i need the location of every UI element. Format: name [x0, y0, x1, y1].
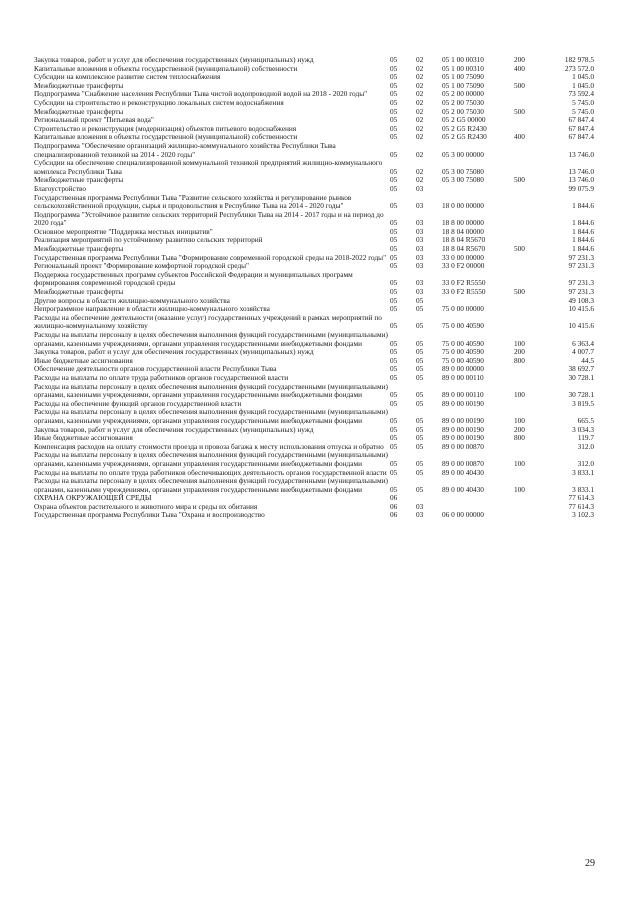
row-expense-type: [514, 185, 544, 194]
row-expense-type: [514, 374, 544, 383]
row-expense-type: [514, 142, 544, 159]
row-section: 05: [390, 398, 398, 408]
row-expense-type: [514, 194, 544, 211]
row-name: Субсидии на обеспечение специализированной коммунальной техникой предприятий жилищно-коммунального комплекса Республики Тыва: [34, 158, 383, 176]
row-name: Закупка товаров, работ и услуг для обеспечения государственных (муниципальных) нужд: [34, 424, 314, 434]
row-target-code: 89 0 00 00110: [442, 372, 484, 382]
row-section: 05: [390, 355, 398, 365]
row-expense-type: 500: [514, 175, 525, 185]
row-expense-type: 200: [514, 347, 525, 357]
row-subsection: 03: [416, 244, 424, 254]
row-target-code: 05 3 00 00000: [442, 149, 484, 159]
row-amount: 13 746.0: [568, 175, 594, 185]
row-expense-type: 800: [514, 433, 525, 443]
row-expense-type: 100: [514, 338, 525, 348]
row-name: Государственная программа Республики Тыва "Охрана и воспроизводство: [34, 510, 265, 520]
row-section: 05: [390, 97, 398, 107]
row-expense-type: 500: [514, 244, 525, 254]
row-subsection: 05: [416, 364, 424, 374]
row-name: Государственная программа Республики Тыва "Развитие сельского хозяйства и регулирование рынков сельскохозяйственной продукции, сырья и продовольствия в Республике Тыва на 2014 - 2020 годы": [34, 192, 352, 211]
row-subsection: 02: [416, 106, 424, 116]
row-subsection: 05: [416, 321, 424, 331]
row-amount: 273 572.0: [564, 63, 594, 73]
row-amount: 1 045.0: [572, 72, 594, 82]
row-name: Государственная программа Республики Тыва "Формирование современной городской среды на 2018-2022 годы": [34, 252, 387, 262]
row-target-code: 89 0 00 40430: [442, 484, 484, 494]
row-section: 06: [390, 501, 398, 511]
row-amount: 312.0: [577, 458, 594, 468]
row-subsection: 05: [416, 458, 424, 468]
row-section: 05: [390, 424, 398, 434]
row-expense-type: 200: [514, 55, 525, 64]
row-subsection: 03: [416, 287, 424, 297]
row-target-code: 75 0 00 40590: [442, 338, 484, 348]
row-expense-type: 100: [514, 484, 525, 494]
table-row: [34, 477, 594, 494]
row-name: Непрограммное направление в области жилищно-коммунального хозяйства: [34, 304, 270, 314]
row-target-code: 75 0 00 40590: [442, 347, 484, 357]
row-expense-type: [514, 297, 544, 306]
row-name: Межбюджетные трансферты: [34, 244, 124, 254]
row-amount: 97 231.3: [568, 278, 594, 288]
table-row: [34, 271, 594, 288]
row-amount: 10 415.6: [568, 304, 594, 314]
row-name: Расходы на выплаты персоналу в целях обеспечения выполнения функций государственными (муниципальными) органами, казенными учреждениями, органами управления государственными внебюджетными фондами: [34, 450, 388, 468]
row-section: 05: [390, 244, 398, 254]
row-expense-type: [514, 228, 544, 237]
row-section: 05: [390, 390, 398, 400]
row-target-code: 33 0 00 00000: [442, 252, 484, 262]
row-target-code: 05 2 G5 R2430: [442, 132, 487, 142]
row-amount: 312.0: [577, 441, 594, 451]
row-amount: 3 102.3: [572, 510, 594, 520]
row-target-code: 75 0 00 40590: [442, 355, 484, 365]
row-subsection: 05: [416, 484, 424, 494]
row-amount: 5 745.0: [572, 97, 594, 107]
row-target-code: 75 0 00 40590: [442, 321, 484, 331]
row-section: 05: [390, 115, 398, 125]
row-amount: 1 844.6: [572, 218, 594, 228]
row-target-code: 05 2 00 75030: [442, 97, 484, 107]
row-section: 05: [390, 89, 398, 99]
row-target-code: [442, 494, 514, 503]
row-name: Основное мероприятие "Поддержка местных инициатив": [34, 226, 213, 236]
row-section: 05: [390, 175, 398, 185]
row-expense-type: [514, 511, 544, 520]
table-row: [34, 408, 594, 425]
row-section: 05: [390, 226, 398, 236]
row-subsection: 02: [416, 80, 424, 90]
row-subsection: 02: [416, 149, 424, 159]
row-name: Капитальные вложения в объекты государственной (муниципальной) собственности: [34, 132, 298, 142]
row-amount: 13 746.0: [568, 149, 594, 159]
row-name: Закупка товаров, работ и услуг для обеспечения государственных (муниципальных) нужд: [34, 347, 314, 357]
row-name: Расходы на выплаты персоналу в целях обеспечения выполнения функций государственными (муниципальными) органами, казенными учреждениями, органами управления государственными внебюджетными фондами: [34, 407, 388, 425]
row-amount: 4 007.7: [572, 347, 594, 357]
row-section: 05: [390, 72, 398, 82]
row-subsection: 03: [416, 201, 424, 211]
row-expense-type: 400: [514, 132, 525, 142]
row-target-code: 18 8 04 00000: [442, 226, 484, 236]
row-expense-type: [514, 262, 544, 271]
row-subsection: 02: [416, 72, 424, 82]
row-amount: 67 847.4: [568, 123, 594, 133]
row-name: Расходы на выплаты по оплате труда работников органов государственной власти: [34, 372, 289, 382]
row-subsection: 05: [416, 295, 424, 305]
row-amount: 44.5: [581, 355, 594, 365]
row-section: 05: [390, 261, 398, 271]
row-target-code: 05 3 00 75080: [442, 166, 484, 176]
row-amount: 119.7: [577, 433, 594, 443]
row-amount: 38 692.7: [568, 364, 594, 374]
row-section: 05: [390, 166, 398, 176]
row-target-code: 05 2 G5 R2430: [442, 123, 487, 133]
row-section: 05: [390, 372, 398, 382]
row-name: Закупка товаров, работ и услуг для обеспечения государственных (муниципальных) нужд: [34, 55, 314, 64]
row-subsection: 05: [416, 347, 424, 357]
row-expense-type: [514, 305, 544, 314]
row-target-code: 05 1 00 75090: [442, 80, 484, 90]
row-section: 05: [390, 295, 398, 305]
row-name: Межбюджетные трансферты: [34, 175, 124, 185]
row-amount: 30 728.1: [568, 372, 594, 382]
row-subsection: 05: [416, 372, 424, 382]
row-subsection: 05: [416, 467, 424, 477]
row-section: 05: [390, 235, 398, 245]
row-subsection: 02: [416, 89, 424, 99]
row-subsection: 05: [416, 415, 424, 425]
table-row: [34, 451, 594, 468]
row-target-code: 18 0 00 00000: [442, 201, 484, 211]
row-section: 05: [390, 433, 398, 443]
row-name: Капитальные вложения в объекты государственной (муниципальной) собственности: [34, 63, 298, 73]
row-amount: 67 847.4: [568, 132, 594, 142]
row-subsection: 05: [416, 441, 424, 451]
table-row: [34, 314, 594, 331]
row-name: Субсидии на строительство и реконструкцию локальных систем водоснабжения: [34, 97, 284, 107]
row-expense-type: 500: [514, 106, 525, 116]
row-section: 05: [390, 415, 398, 425]
row-expense-type: 800: [514, 355, 525, 365]
row-subsection: 03: [416, 226, 424, 236]
row-target-code: 33 0 F2 00000: [442, 261, 485, 271]
row-name: Компенсация расходов на оплату стоимости проезда и провоза багажа к месту использования отпуска и обратно: [34, 441, 384, 451]
row-target-code: 05 1 00 00310: [442, 55, 484, 64]
row-subsection: 02: [416, 175, 424, 185]
row-target-code: 89 0 00 00190: [442, 424, 484, 434]
row-target-code: 89 0 00 00870: [442, 441, 484, 451]
budget-table: [34, 56, 594, 520]
row-target-code: 89 0 00 00870: [442, 458, 484, 468]
row-section: 05: [390, 467, 398, 477]
row-section: 05: [390, 201, 398, 211]
row-target-code: 89 0 00 00110: [442, 390, 484, 400]
row-expense-type: 200: [514, 424, 525, 434]
row-expense-type: [514, 314, 544, 331]
row-target-code: 05 2 00 75030: [442, 106, 484, 116]
row-amount: 1 844.6: [572, 244, 594, 254]
row-amount: 1 844.6: [572, 235, 594, 245]
row-subsection: 02: [416, 123, 424, 133]
row-expense-type: [514, 443, 544, 452]
row-expense-type: 100: [514, 458, 525, 468]
row-expense-type: [514, 90, 544, 99]
row-subsection: 03: [416, 235, 424, 245]
row-amount: 67 847.4: [568, 115, 594, 125]
row-name: Обеспечение деятельности органов государственной власти Республики Тыва: [34, 364, 277, 374]
row-name: Субсидии на комплексное развитие систем теплоснабжения: [34, 72, 221, 82]
row-expense-type: [514, 400, 544, 409]
row-amount: 1 844.6: [572, 201, 594, 211]
row-amount: 3 819.5: [572, 398, 594, 408]
row-amount: 13 746.0: [568, 166, 594, 176]
row-section: 05: [390, 364, 398, 374]
row-expense-type: 500: [514, 287, 525, 297]
row-name: Региональный проект "Формирование комфортной городской среды": [34, 261, 250, 271]
row-subsection: 02: [416, 115, 424, 125]
row-target-code: 18 8 00 00000: [442, 218, 484, 228]
row-amount: 73 592.4: [568, 89, 594, 99]
row-name: Расходы на выплаты персоналу в целях обеспечения выполнения функций государственными (муниципальными) органами, казенными учреждениями, органами управления государственными внебюджетными фондами: [34, 330, 388, 348]
table-row: [34, 331, 594, 348]
row-section: 05: [390, 458, 398, 468]
row-target-code: 89 0 00 00190: [442, 398, 484, 408]
row-subsection: 03: [416, 218, 424, 228]
row-name: Поддержка государственных программ субъектов Российской Федерации и муниципальных программ формирования современной городской среды: [34, 269, 353, 288]
row-subsection: 05: [416, 424, 424, 434]
row-target-code: 05 1 00 00310: [442, 63, 484, 73]
row-amount: 3 833.1: [572, 484, 594, 494]
row-name: Расходы на выплаты персоналу в целях обеспечения выполнения функций государственными (муниципальными) органами, казенными учреждениями, органами управления государственными внебюджетными фондами: [34, 476, 388, 494]
row-name: Другие вопросы в области жилищно-коммунального хозяйства: [34, 295, 230, 305]
row-subsection: 02: [416, 97, 424, 107]
row-subsection: 05: [416, 304, 424, 314]
row-subsection: 03: [416, 510, 424, 520]
row-subsection: 03: [416, 261, 424, 271]
row-amount: 30 728.1: [568, 390, 594, 400]
row-section: 05: [390, 287, 398, 297]
row-subsection: 05: [416, 338, 424, 348]
row-subsection: 05: [416, 433, 424, 443]
table-row: [34, 159, 594, 176]
row-name: Межбюджетные трансферты: [34, 80, 124, 90]
row-section: 05: [390, 218, 398, 228]
row-section: 06: [390, 493, 398, 503]
row-target-code: 18 8 04 R5670: [442, 235, 486, 245]
row-section: 05: [390, 441, 398, 451]
row-name: Расходы на выплаты персоналу в целях обеспечения выполнения функций государственными (муниципальными) органами, казенными учреждениями, органами управления государственными внебюджетными фондами: [34, 381, 388, 400]
table-row: [34, 211, 594, 228]
row-amount: 3 034.3: [572, 424, 594, 434]
row-target-code: 05 1 00 75090: [442, 72, 484, 82]
row-expense-type: 500: [514, 80, 525, 90]
row-section: 05: [390, 123, 398, 133]
row-subsection: 03: [416, 501, 424, 511]
row-target-code: 89 0 00 00190: [442, 415, 484, 425]
row-name: Подпрограмма "Устойчивое развитие сельских территорий Республики Тыва на 2014 - 2017 годы и на период до 2020 года": [34, 209, 384, 228]
row-target-code: 18 8 04 R5670: [442, 244, 486, 254]
table-row: [34, 194, 594, 211]
row-name: Региональный проект "Питьевая вода": [34, 115, 154, 125]
row-subsection: 05: [416, 355, 424, 365]
row-target-code: [442, 185, 514, 194]
row-section: 05: [390, 347, 398, 357]
row-name: Иные бюджетные ассигнования: [34, 355, 133, 365]
table-row: [34, 176, 594, 185]
row-section: 05: [390, 338, 398, 348]
row-amount: 5 745.0: [572, 106, 594, 116]
table-row: [34, 142, 594, 159]
row-name: Расходы на выплаты по оплате труда работников обеспечивающих деятельность органов государственной власти: [34, 467, 387, 477]
table-row: [34, 511, 594, 520]
page-number: 29: [585, 858, 595, 869]
row-expense-type: [514, 503, 544, 512]
row-subsection: 03: [416, 252, 424, 262]
row-section: 05: [390, 304, 398, 314]
row-name: Строительство и реконструкция (модернизация) объектов питьевого водоснабжения: [34, 123, 297, 133]
row-name: Подпрограмма "Снабжение населения Республики Тыва чистой водопроводной водой на 2018 - 2020 годы": [34, 89, 368, 99]
row-name: Расходы на обеспечение функций органов государственной власти: [34, 398, 242, 408]
row-section: 05: [390, 63, 398, 73]
row-amount: 49 108.3: [568, 295, 594, 305]
row-target-code: 05 3 00 75080: [442, 175, 484, 185]
row-section: 05: [390, 183, 398, 193]
row-amount: 665.5: [577, 415, 594, 425]
row-subsection: 03: [416, 278, 424, 288]
row-subsection: 02: [416, 63, 424, 73]
row-section: 05: [390, 55, 398, 64]
table-row: [34, 383, 594, 400]
row-subsection: 02: [416, 132, 424, 142]
row-amount: 182 978.5: [564, 55, 594, 64]
budget-table-body: [34, 56, 594, 520]
row-expense-type: [514, 159, 544, 176]
row-section: 05: [390, 132, 398, 142]
row-target-code: 89 0 00 00000: [442, 364, 484, 374]
row-subsection: 02: [416, 166, 424, 176]
row-expense-type: [514, 469, 544, 478]
row-amount: 97 231.3: [568, 287, 594, 297]
row-subsection: 03: [416, 183, 424, 193]
row-section: 05: [390, 252, 398, 262]
row-expense-type: [514, 365, 544, 374]
row-expense-type: [514, 116, 544, 125]
row-name: Подпрограмма "Обеспечение организаций жилищно-коммунального хозяйства Республики Тыва специализированной техникой на 2014 - 2020 годы": [34, 140, 336, 159]
row-amount: 6 363.4: [572, 338, 594, 348]
row-name: Межбюджетные трансферты: [34, 287, 124, 297]
row-name: Благоустройство: [34, 183, 86, 193]
row-amount: 10 415.6: [568, 321, 594, 331]
row-subsection: 05: [416, 398, 424, 408]
row-expense-type: [514, 271, 544, 288]
row-name: Иные бюджетные ассигнования: [34, 433, 133, 443]
row-section: 05: [390, 278, 398, 288]
row-target-code: 75 0 00 00000: [442, 304, 484, 314]
row-name: Реализация мероприятий по устойчивому развитию сельских территорий: [34, 235, 263, 245]
row-section: 05: [390, 149, 398, 159]
row-amount: 97 231.3: [568, 261, 594, 271]
row-amount: 3 833.1: [572, 467, 594, 477]
row-name: Межбюджетные трансферты: [34, 106, 124, 116]
row-subsection: 05: [416, 390, 424, 400]
row-amount: 1 844.6: [572, 226, 594, 236]
row-target-code: 06 0 00 00000: [442, 510, 484, 520]
row-target-code: 05 2 G5 00000: [442, 115, 486, 125]
row-expense-type: 100: [514, 415, 525, 425]
row-target-code: 33 0 F2 R5550: [442, 278, 486, 288]
row-amount: 1 045.0: [572, 80, 594, 90]
row-subsection: 02: [416, 55, 424, 64]
row-section: 06: [390, 510, 398, 520]
row-amount: 97 231.3: [568, 252, 594, 262]
row-name: Охрана объектов растительного и животного мира и среды их обитания: [34, 501, 258, 511]
row-section: 05: [390, 106, 398, 116]
row-amount: 77 614.3: [568, 501, 594, 511]
row-expense-type: [514, 211, 544, 228]
row-amount: 77 614.3: [568, 493, 594, 503]
row-target-code: 33 0 F2 R5550: [442, 287, 486, 297]
row-name: ОХРАНА ОКРУЖАЮЩЕЙ СРЕДЫ: [34, 493, 152, 503]
row-target-code: 89 0 00 40430: [442, 467, 484, 477]
row-target-code: 05 2 00 00000: [442, 89, 484, 99]
row-amount: 99 075.9: [568, 183, 594, 193]
row-expense-type: [514, 494, 544, 503]
row-expense-type: 100: [514, 390, 525, 400]
row-expense-type: [514, 254, 544, 263]
row-name: Расходы на обеспечение деятельности (оказание услуг) государственных учреждений в рамках мероприятий по жилищно-коммунальному хозяйству: [34, 312, 382, 331]
row-target-code: 89 0 00 00190: [442, 433, 484, 443]
row-section: 05: [390, 80, 398, 90]
row-section: 05: [390, 321, 398, 331]
row-section: 05: [390, 484, 398, 494]
row-expense-type: 400: [514, 63, 525, 73]
